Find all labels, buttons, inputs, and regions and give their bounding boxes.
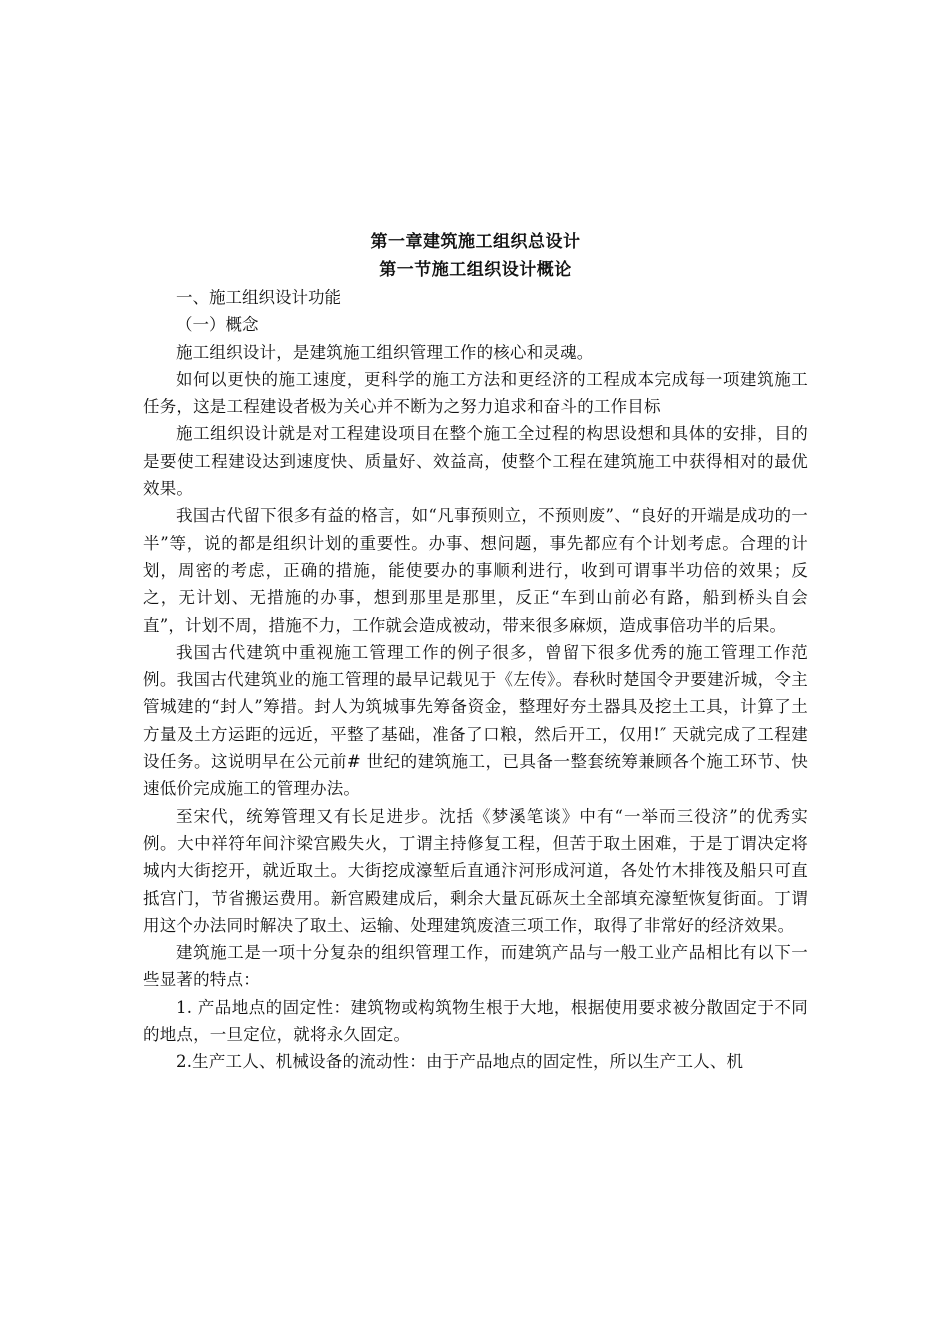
paragraph: 建筑施工是一项十分复杂的组织管理工作，而建筑产品与一般工业产品相比有以下一些显著的特点： — [143, 943, 808, 990]
chapter-title: 第一章建筑施工组织总设计 — [370, 232, 581, 252]
paragraph: 至宋代，统筹管理又有长足进步。沈括《梦溪笔谈》中有“一举而三役济”的优秀实例。大中祥符年间汴梁宫殿失火，丁谓主持修复工程，但苦于取土困难，于是丁谓决定将城内大街挖开，就近取土。大街挖成濠堑后直通汴河形成河道，各处竹木排筏及船只可直抵宫门，节省搬运费用。新宫殿建成后，剩余大量瓦砾灰土全部填充濠堑恢复街面。丁谓用这个办法同时解决了取土、运输、处理建筑废渣三项工作，取得了非常好的经济效果。 — [143, 806, 808, 935]
paragraph: 如何以更快的施工速度，更科学的施工方法和更经济的工程成本完成每一项建筑施工任务，这是工程建设者极为关心并不断为之努力追求和奋斗的工作目标 — [143, 369, 808, 417]
list-item: 2.生产工人、机械设备的流动性：由于产品地点的固定性，所以生产工人、机 — [176, 1052, 744, 1072]
section-title: 第一节施工组织设计概论 — [379, 260, 572, 280]
heading-level-1: 一、施工组织设计功能 — [176, 288, 341, 307]
paragraph: 施工组织设计就是对工程建设项目在整个施工全过程的构思设想和具体的安排，目的是要使工程建设达到速度快、质量好、效益高，使整个工程在建筑施工中获得相对的最优效果。 — [143, 424, 808, 499]
heading-level-2: （一）概念 — [176, 315, 259, 335]
list-item: 1. 产品地点的固定性：建筑物或构筑物生根于大地，根据使用要求被分散固定于不同的地点，一旦定位，就将永久固定。 — [143, 997, 808, 1045]
document-page — [143, 226, 808, 1076]
paragraph: 我国古代建筑中重视施工管理工作的例子很多，曾留下很多优秀的施工管理工作范例。我国古代建筑业的施工管理的最早记载见于《左传》。春秋时楚国令尹要建沂城，令主管城建的“封人”筹措。封人为筑城事先筹备资金，整理好夯土器具及挖土工具，计算了土方量及土方运距的远近，平整了基础，准备了口粮，然后开工，仅用!″ 天就完成了工程建设任务。这说明早在公元前# 世纪的建筑施工，已具备一整套统筹兼顾各个施工环节、快速低价完成施工的管理办法。 — [143, 642, 808, 799]
paragraph: 施工组织设计，是建筑施工组织管理工作的核心和灵魂。 — [176, 342, 594, 362]
paragraph: 我国古代留下很多有益的格言，如“凡事预则立，不预则废”、“良好的开端是成功的一半”等，说的都是组织计划的重要性。办事、想问题，事先都应有个计划考虑。合理的计划，周密的考虑，正确的措施，能使要办的事顺利进行，收到可谓事半功倍的效果；反之，无计划、无措施的办事，想到那里是那里，反正“车到山前必有路，船到桥头自会直”，计划不周，措施不力，工作就会造成被动，带来很多麻烦，造成事倍功半的后果。 — [143, 506, 808, 635]
